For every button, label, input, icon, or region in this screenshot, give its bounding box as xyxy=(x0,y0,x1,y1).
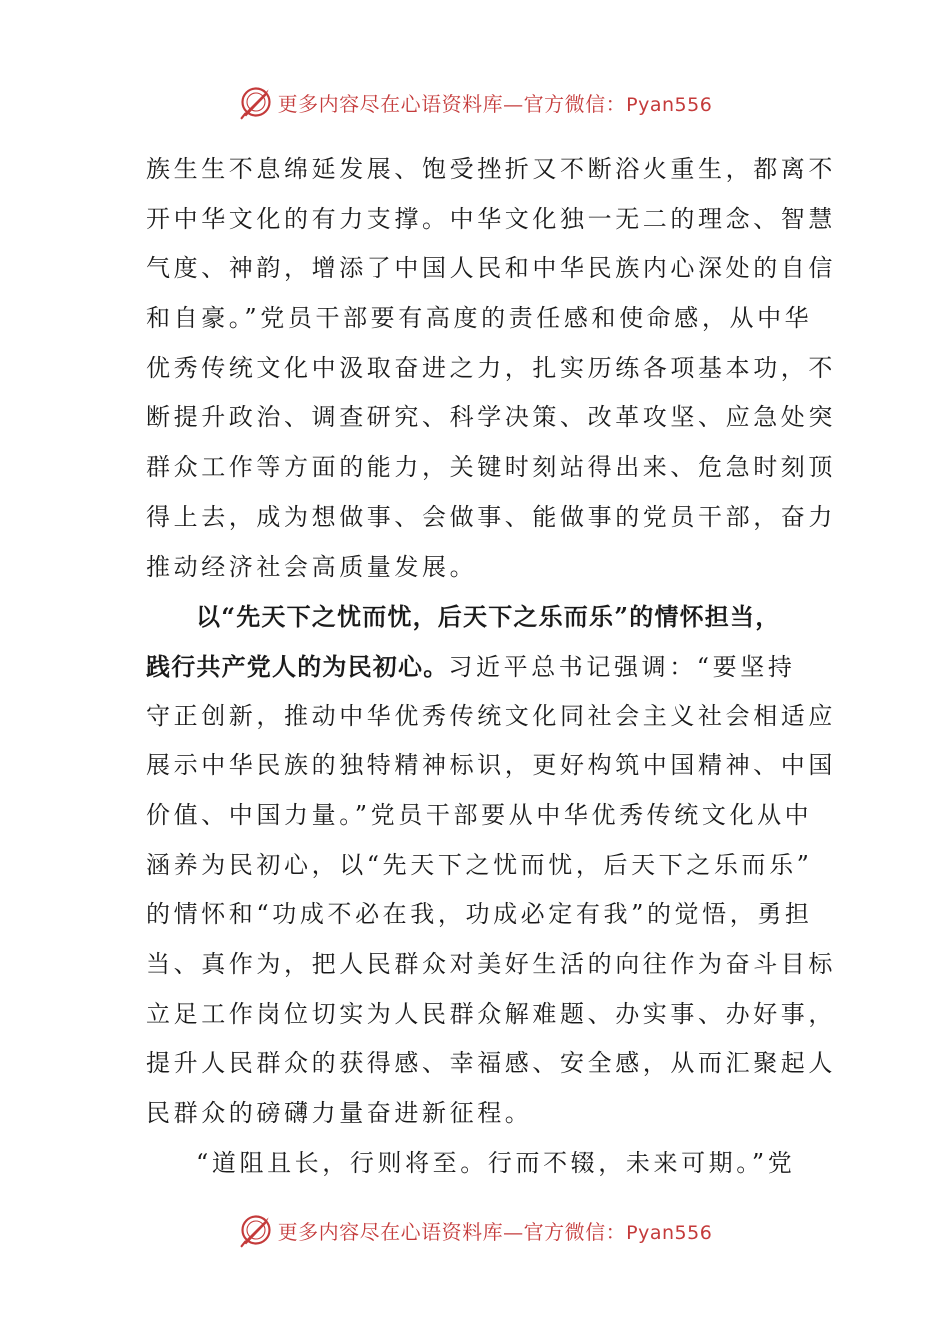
body-line-2: 开中华文化的有力支撑。中华文化独一无二的理念、智慧 xyxy=(146,204,836,233)
paragraph-heading-line-2 xyxy=(146,642,806,692)
body-line-3: 气度、神韵，增添了中国人民和中华民族内心深处的自信 xyxy=(146,254,836,283)
quote-intro: 习近平总书记强调：“要坚持 xyxy=(448,652,796,681)
body-line-18: 立足工作岗位切实为人民群众解难题、办实事、办好事， xyxy=(146,999,836,1028)
pen-logo-icon xyxy=(238,1212,274,1248)
body-line-5: 优秀传统文化中汲取奋进之力，扎实历练各项基本功，不 xyxy=(146,353,836,382)
body-line-9: 推动经济社会高质量发展。 xyxy=(146,552,478,581)
body-line-20: 民群众的磅礴力量奋进新征程。 xyxy=(146,1099,533,1128)
body-line-17: 当、真作为，把人民群众对美好生活的向往作为奋斗目标 xyxy=(146,950,836,978)
body-line-12: 守正创新，推动中华优秀传统文化同社会主义社会相适应 xyxy=(146,701,836,730)
paragraph-heading-line-1 xyxy=(146,592,806,642)
bold-heading-part-1: 以“先天下之忧而忧，后天下之乐而乐”的情怀担当， xyxy=(196,602,781,632)
footer-banner xyxy=(0,1210,950,1250)
header-banner xyxy=(0,82,950,122)
document-body xyxy=(146,145,836,1188)
footer-wechat-id: Pyan556 xyxy=(626,1221,713,1244)
body-line-19: 提升人民群众的获得感、幸福感、安全感，从而汇聚起人 xyxy=(146,1049,836,1078)
body-line-8: 得上去，成为想做事、会做事、能做事的党员干部，奋力 xyxy=(146,502,836,531)
body-line-21: “道阻且长，行则将至。行而不辍，未来可期。”党 xyxy=(196,1148,796,1177)
body-line-13: 展示中华民族的独特精神标识，更好构筑中国精神、中国 xyxy=(146,751,836,780)
footer-banner-text: 更多内容尽在心语资料库—官方微信：Pyan556 xyxy=(277,1219,713,1244)
body-line-14: 价值、中国力量。”党员干部要从中华优秀传统文化从中 xyxy=(146,800,813,829)
header-wechat-id: Pyan556 xyxy=(626,93,713,116)
body-line-15: 涵养为民初心，以“先天下之忧而忧，后天下之乐而乐” xyxy=(146,850,813,879)
header-banner-text: 更多内容尽在心语资料库—官方微信：Pyan556 xyxy=(277,91,713,116)
body-line-16: 的情怀和“功成不必在我，功成必定有我”的觉悟，勇担 xyxy=(146,900,813,929)
body-line-1: 族生生不息绵延发展、饱受挫折又不断浴火重生，都离不 xyxy=(146,155,836,183)
body-line-7: 群众工作等方面的能力，关键时刻站得出来、危急时刻顶 xyxy=(146,453,836,482)
bold-heading-part-2: 践行共产党人的为民初心。 xyxy=(146,651,449,681)
pen-logo-icon xyxy=(238,84,274,120)
body-line-4: 和自豪。”党员干部要有高度的责任感和使命感，从中华 xyxy=(146,304,813,333)
body-line-6: 断提升政治、调查研究、科学决策、改革攻坚、应急处突 xyxy=(146,403,836,432)
